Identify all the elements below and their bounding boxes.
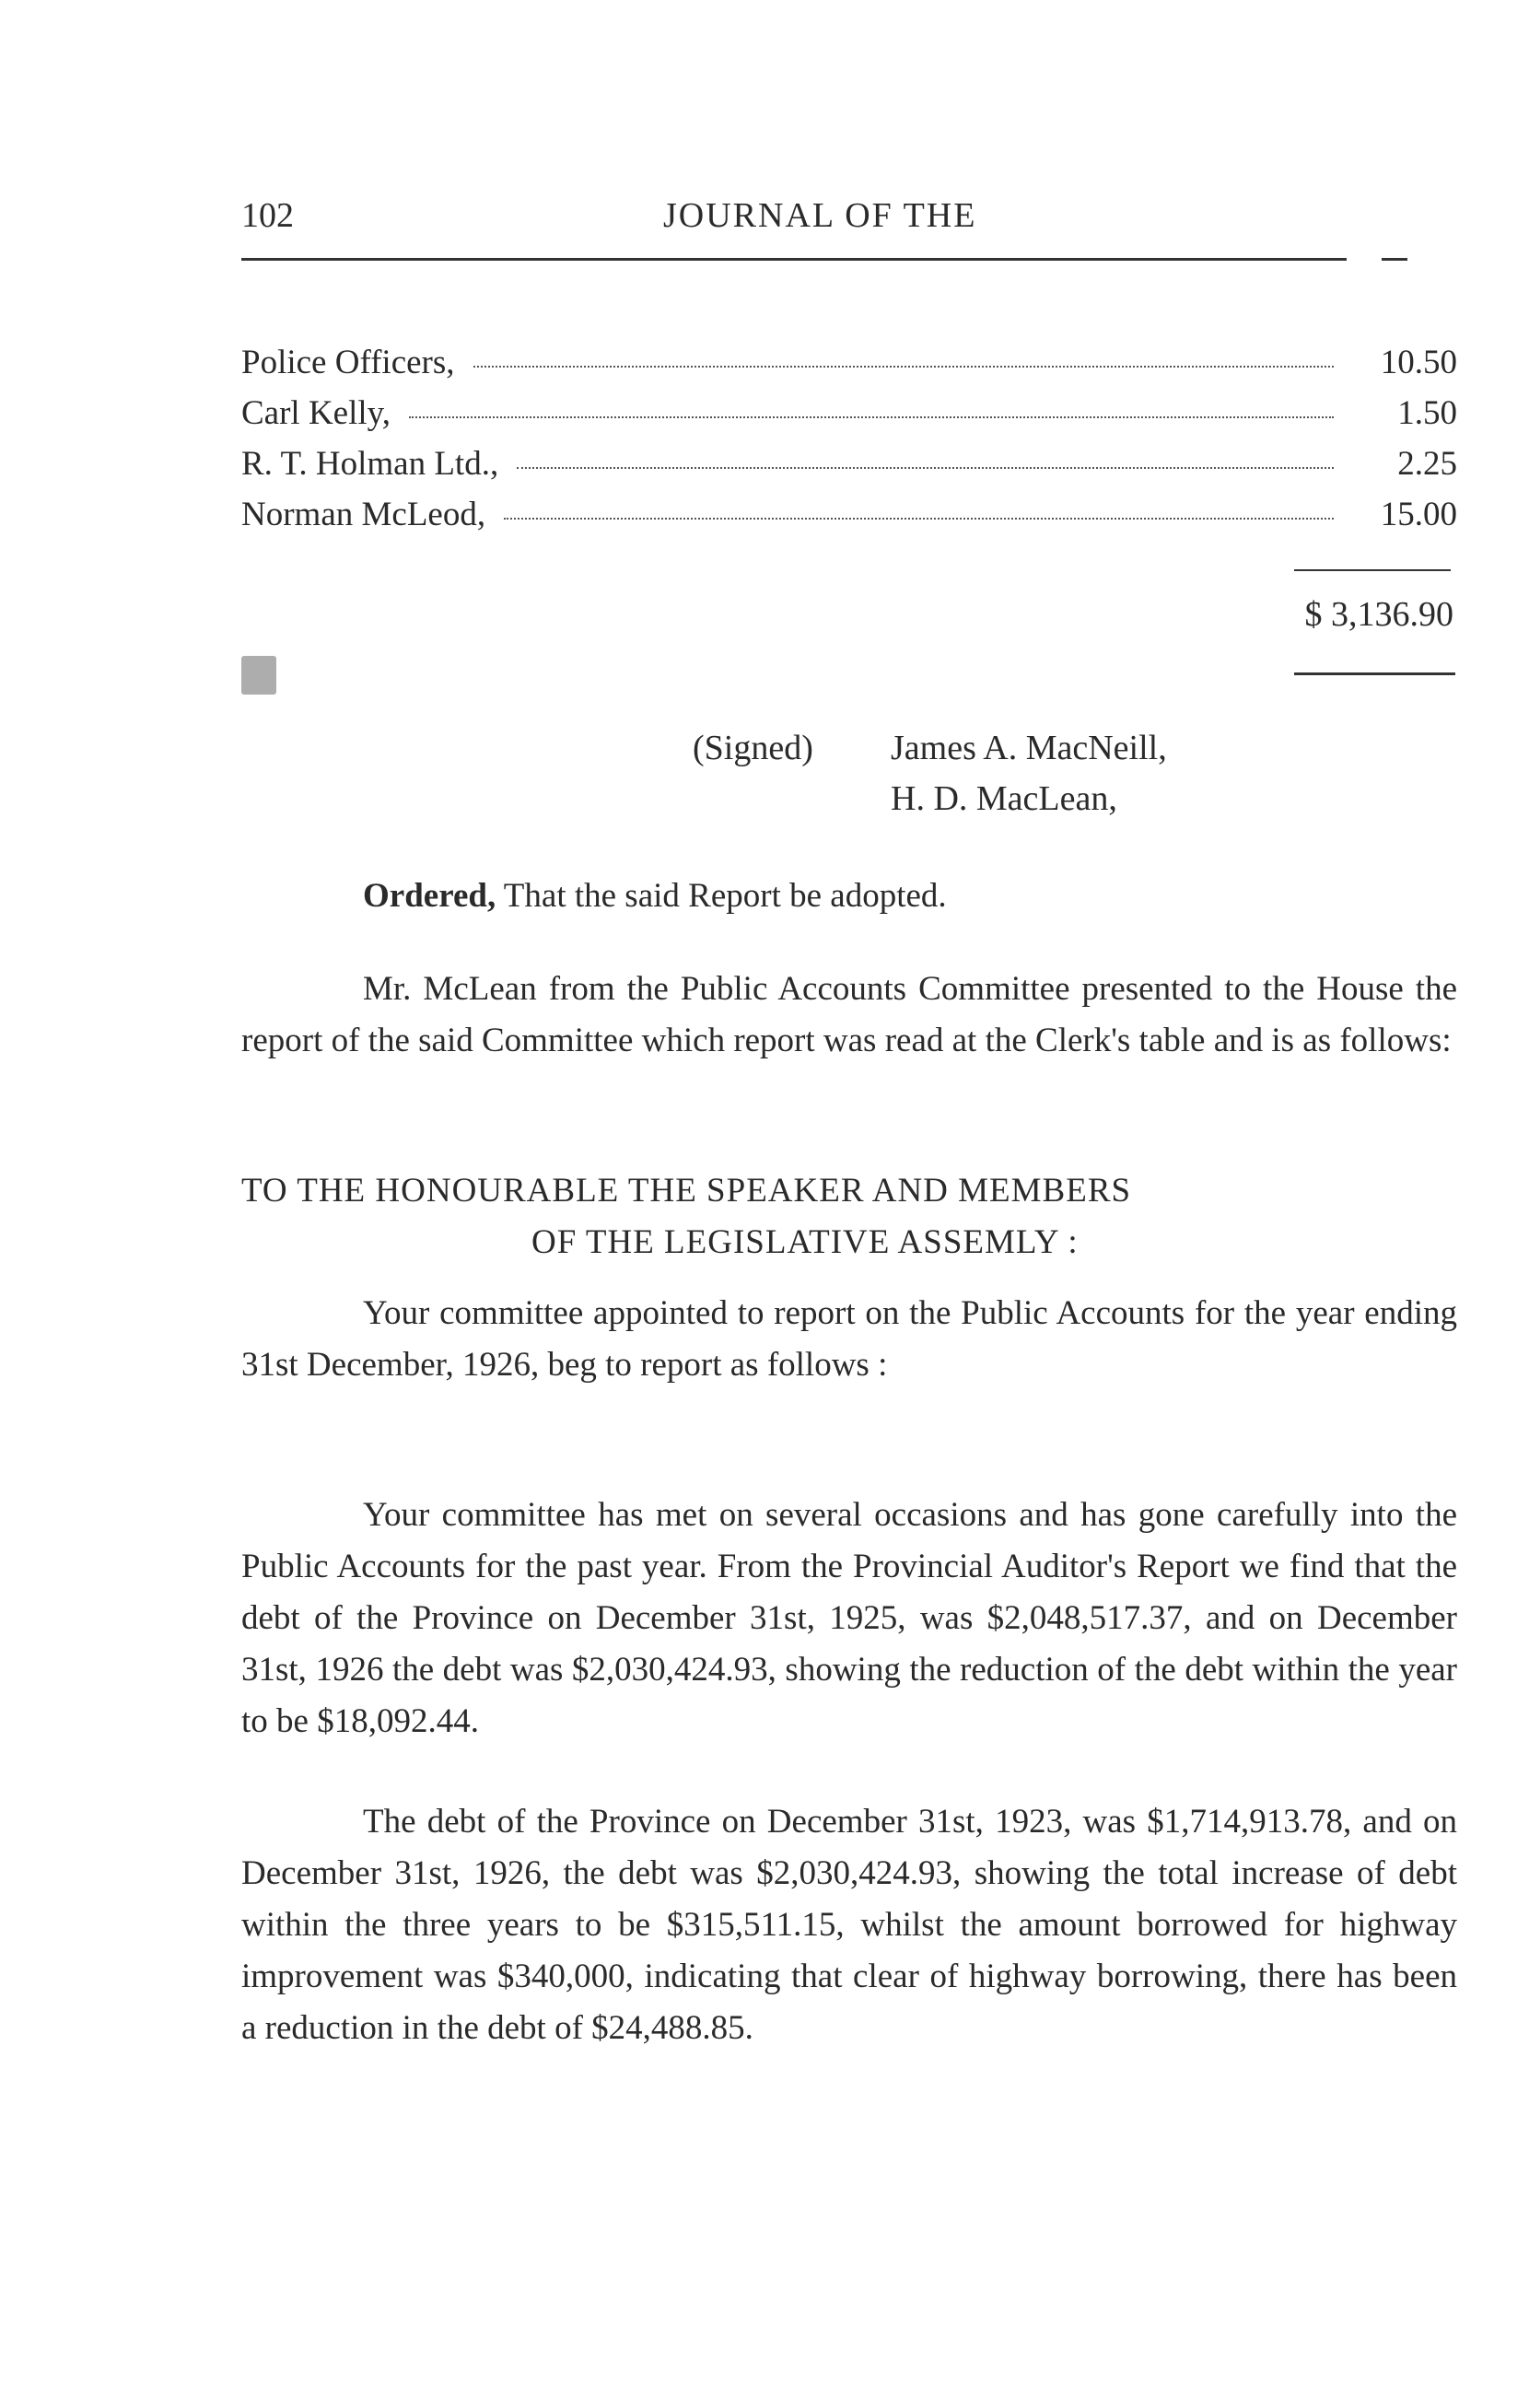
ledger-amount: 10.50 — [1380, 344, 1457, 381]
signed-label: (Signed) — [693, 729, 813, 767]
sum-rule-bottom — [1294, 672, 1455, 675]
ledger-name: Police Officers, — [241, 344, 455, 381]
signer-name: H. D. MacLean, — [891, 779, 1117, 818]
sum-rule-top — [1294, 569, 1451, 571]
ordered-text: That the said Report be adopted. — [496, 877, 947, 915]
presented-paragraph: Mr. McLean from the Public Accounts Committee presented to the House the report of the said Committee which report was read at the Clerk's table and is as follows: — [241, 970, 1457, 1059]
ledger-leader-dots — [504, 518, 1334, 520]
header-rule-tail — [1382, 258, 1407, 261]
ledger — [241, 343, 1457, 545]
ledger-name: R. T. Holman Ltd., — [241, 445, 499, 483]
page-number: 102 — [241, 196, 294, 235]
met-paragraph: Your committee has met on several occasions and has gone carefully into the Public Accounts for the past year. From the Provincial Auditor's Report we find that the debt of the Province on December 31st, 1925, was $2,048,517.37, and on December 31st, 1926 the debt was $2,030,424.93, showing the reduction of the debt within the year to be $18,092.44. — [241, 1496, 1457, 1740]
ordered-paragraph — [241, 871, 1457, 922]
ledger-row — [241, 393, 1457, 444]
ledger-name: Norman McLeod, — [241, 496, 486, 533]
ledger-leader-dots — [409, 416, 1334, 418]
ledger-row — [241, 343, 1457, 393]
ink-smudge — [241, 656, 276, 695]
running-head: JOURNAL OF THE — [663, 196, 977, 235]
appointed-paragraph: Your committee appointed to report on the Public Accounts for the year ending 31st December, 1926, beg to report as follows : — [241, 1294, 1457, 1384]
address-heading — [241, 1165, 1457, 1268]
ledger-amount: 1.50 — [1397, 394, 1457, 432]
address-line: TO THE HONOURABLE THE SPEAKER AND MEMBERS — [241, 1172, 1132, 1210]
ledger-amount: 15.00 — [1380, 496, 1457, 533]
address-line: OF THE LEGISLATIVE ASSEMLY : — [531, 1223, 1079, 1261]
ledger-row — [241, 495, 1457, 545]
header-rule — [241, 258, 1347, 261]
signer-name: James A. MacNeill, — [891, 729, 1167, 767]
ledger-amount: 2.25 — [1397, 445, 1457, 483]
ledger-row — [241, 444, 1457, 495]
debt-paragraph: The debt of the Province on December 31st, 1923, was $1,714,913.78, and on December 31st, 1926, the debt was $2,030,424.93, showing the total increase of debt within the three years to be $315,511.15, whilst the amount borrowed for highway improvement was $340,000, indicating that clear of highway borrowing, there has been a reduction in the debt of $24,488.85. — [241, 1803, 1457, 2047]
ledger-leader-dots — [517, 467, 1334, 469]
ordered-lead: Ordered, — [363, 877, 496, 915]
ledger-name: Carl Kelly, — [241, 394, 391, 432]
ledger-total: $ 3,136.90 — [1304, 595, 1453, 634]
ledger-leader-dots — [473, 366, 1334, 368]
